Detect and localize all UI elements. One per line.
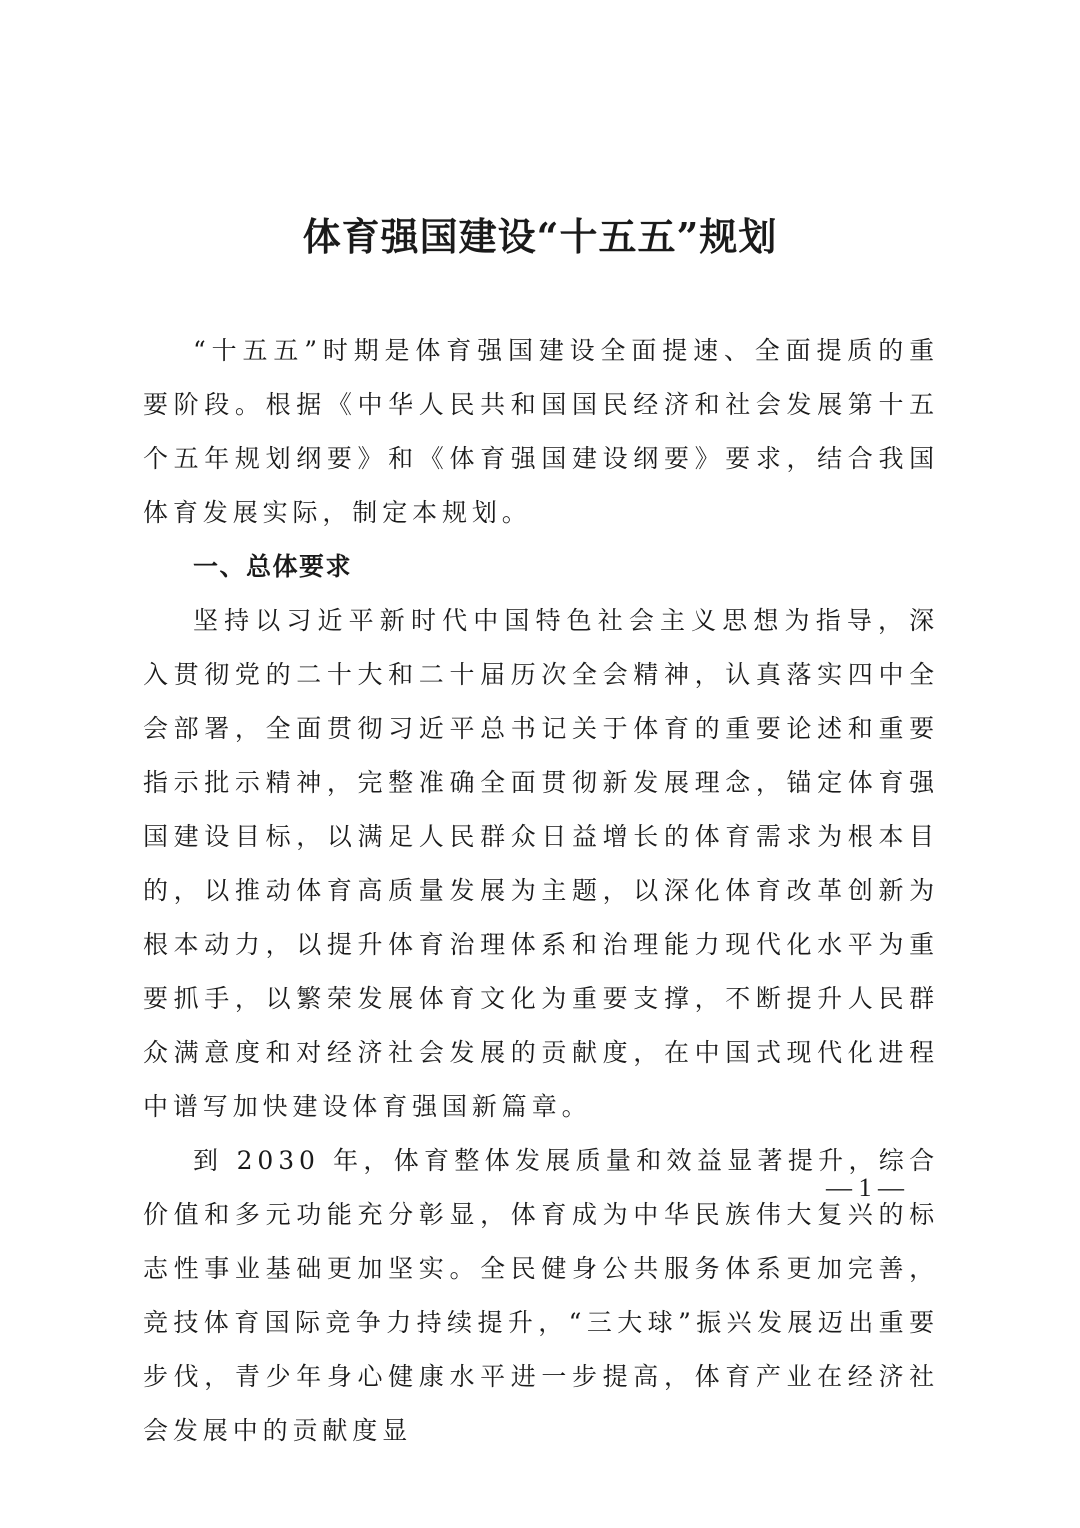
- section-heading: 一、总体要求: [193, 552, 353, 581]
- document-body: [143, 324, 939, 1458]
- intro-paragraph: “十五五”时期是体育强国建设全面提速、全面提质的重要阶段。根据《中华人民共和国国民经济和社会发展第十五个五年规划纲要》和《体育强国建设纲要》要求，结合我国体育发展实际，制定本规划。: [143, 336, 939, 527]
- body-paragraph: 坚持以习近平新时代中国特色社会主义思想为指导，深入贯彻党的二十大和二十届历次全会精神，认真落实四中全会部署，全面贯彻习近平总书记关于体育的重要论述和重要指示批示精神，完整准确全面贯彻新发展理念，锚定体育强国建设目标，以满足人民群众日益增长的体育需求为根本目的，以推动体育高质量发展为主题，以深化体育改革创新为根本动力，以提升体育治理体系和治理能力现代化水平为重要抓手，以繁荣发展体育文化为重要支撑，不断提升人民群众满意度和对经济社会发展的贡献度，在中国式现代化进程中谱写加快建设体育强国新篇章。: [143, 606, 939, 1121]
- document-title: 体育强国建设“十五五”规划: [302, 214, 778, 259]
- page-number: — 1 —: [826, 1173, 904, 1202]
- body-paragraph: 到 2030 年，体育整体发展质量和效益显著提升，综合价值和多元功能充分彰显，体育成为中华民族伟大复兴的标志性事业基础更加坚实。全民健身公共服务体系更加完善，竞技体育国际竞争力持续提升，“三大球”振兴发展迈出重要步伐，青少年身心健康水平进一步提高，体育产业在经济社会发展中的贡献度显: [143, 1146, 939, 1445]
